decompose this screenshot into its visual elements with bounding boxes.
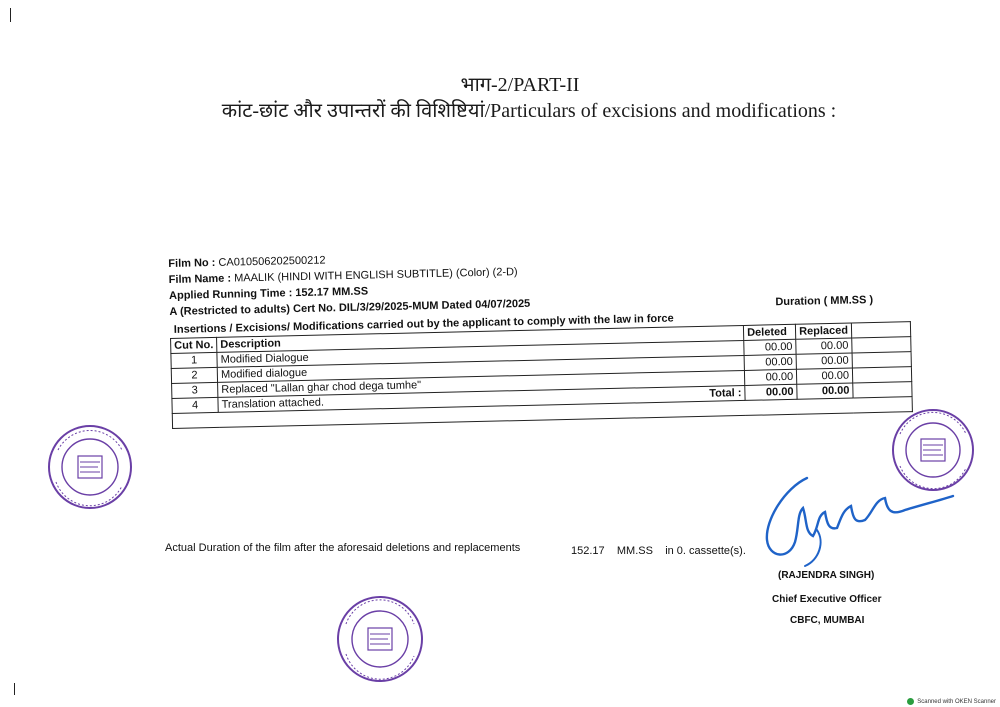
cell-deleted: 00.00: [744, 339, 796, 355]
scanner-text: Scanned with OKEN Scanner: [917, 698, 996, 705]
cell-replaced: 00.00: [796, 353, 852, 369]
table-caption: Insertions / Excisions/ Modifications carried out by the applicant to comply with the law in force: [173, 312, 674, 336]
film-name-value: MAALIK (HINDI WITH ENGLISH SUBTITLE) (Color) (2-D): [233, 266, 518, 285]
film-no-value: CA010506202500212: [218, 254, 326, 269]
certificate-line: A (Restricted to adults) Cert No. DIL/3/29/2025-MUM Dated 04/07/2025: [169, 297, 531, 318]
running-time-line: [169, 285, 368, 302]
total-label: Total :: [709, 387, 742, 400]
cbfc-seal-stamp-right: [888, 404, 978, 496]
scanner-logo-icon: [907, 698, 914, 705]
cell-replaced: 00.00: [796, 368, 852, 384]
actual-duration-value: [571, 545, 746, 557]
cbfc-seal-stamp-left: [40, 420, 136, 512]
film-name-label: Film Name :: [168, 272, 232, 286]
film-no-label: Film No :: [168, 256, 216, 270]
cassette-text: in 0. cassette(s).: [665, 545, 746, 557]
signatory-designation: Chief Executive Officer: [772, 594, 882, 605]
header-deleted: Deleted: [743, 324, 795, 340]
header-extra: [851, 322, 910, 338]
cell-extra: [853, 382, 912, 398]
cell-cut-no: 2: [171, 367, 217, 383]
duration-unit: MM.SS: [616, 545, 653, 557]
actual-duration-text: Actual Duration of the film after the aforesaid deletions and replacements: [165, 542, 521, 554]
duration-value: 152.17: [571, 545, 605, 557]
header-replaced: Replaced: [795, 323, 851, 339]
cell-replaced: 00.00: [796, 338, 852, 354]
cell-description: Modified dialogue: [217, 355, 744, 382]
cell-deleted: 00.00: [745, 369, 797, 385]
signatory-office: CBFC, MUMBAI: [790, 615, 865, 626]
cell-extra: [852, 352, 911, 368]
header-description: Description: [217, 325, 744, 352]
total-deleted: 00.00: [745, 384, 797, 400]
cell-deleted: 00.00: [744, 354, 796, 370]
cell-extra: [852, 337, 911, 353]
film-name-line: [169, 266, 518, 286]
cell-cut-no: 1: [171, 352, 217, 368]
part-title: भाग-2/PART-II: [460, 74, 580, 96]
cell-description: Modified Dialogue: [217, 340, 744, 367]
cell-extra: [852, 367, 911, 383]
cbfc-seal-stamp-bottom: [332, 592, 428, 686]
section-title: कांट-छांट और उपान्तरों की विशिष्टियां/Particulars of excisions and modifications :: [221, 100, 837, 122]
signatory-name: (RAJENDRA SINGH): [778, 570, 875, 581]
cell-cut-no: 4: [172, 397, 218, 413]
scan-edge-mark-bottom: [14, 683, 15, 695]
total-replaced: 00.00: [797, 383, 853, 399]
duration-header: Duration ( MM.SS ): [775, 294, 874, 309]
cell-description-text: Translation attached.: [221, 396, 325, 411]
running-time-value: 152.17 MM.SS: [295, 285, 369, 300]
running-time-label: Applied Running Time :: [168, 287, 293, 302]
cell-description: Replaced "Lallan ghar chod dega tumhe": [218, 370, 745, 397]
certificate-details: [168, 231, 913, 412]
cell-cut-no: 3: [172, 382, 218, 398]
excisions-table: [170, 321, 913, 429]
scan-edge-mark-top: [10, 8, 11, 22]
film-no-line: [168, 254, 325, 270]
scanner-watermark: [907, 698, 996, 705]
header-cut-no: Cut No.: [171, 337, 217, 353]
